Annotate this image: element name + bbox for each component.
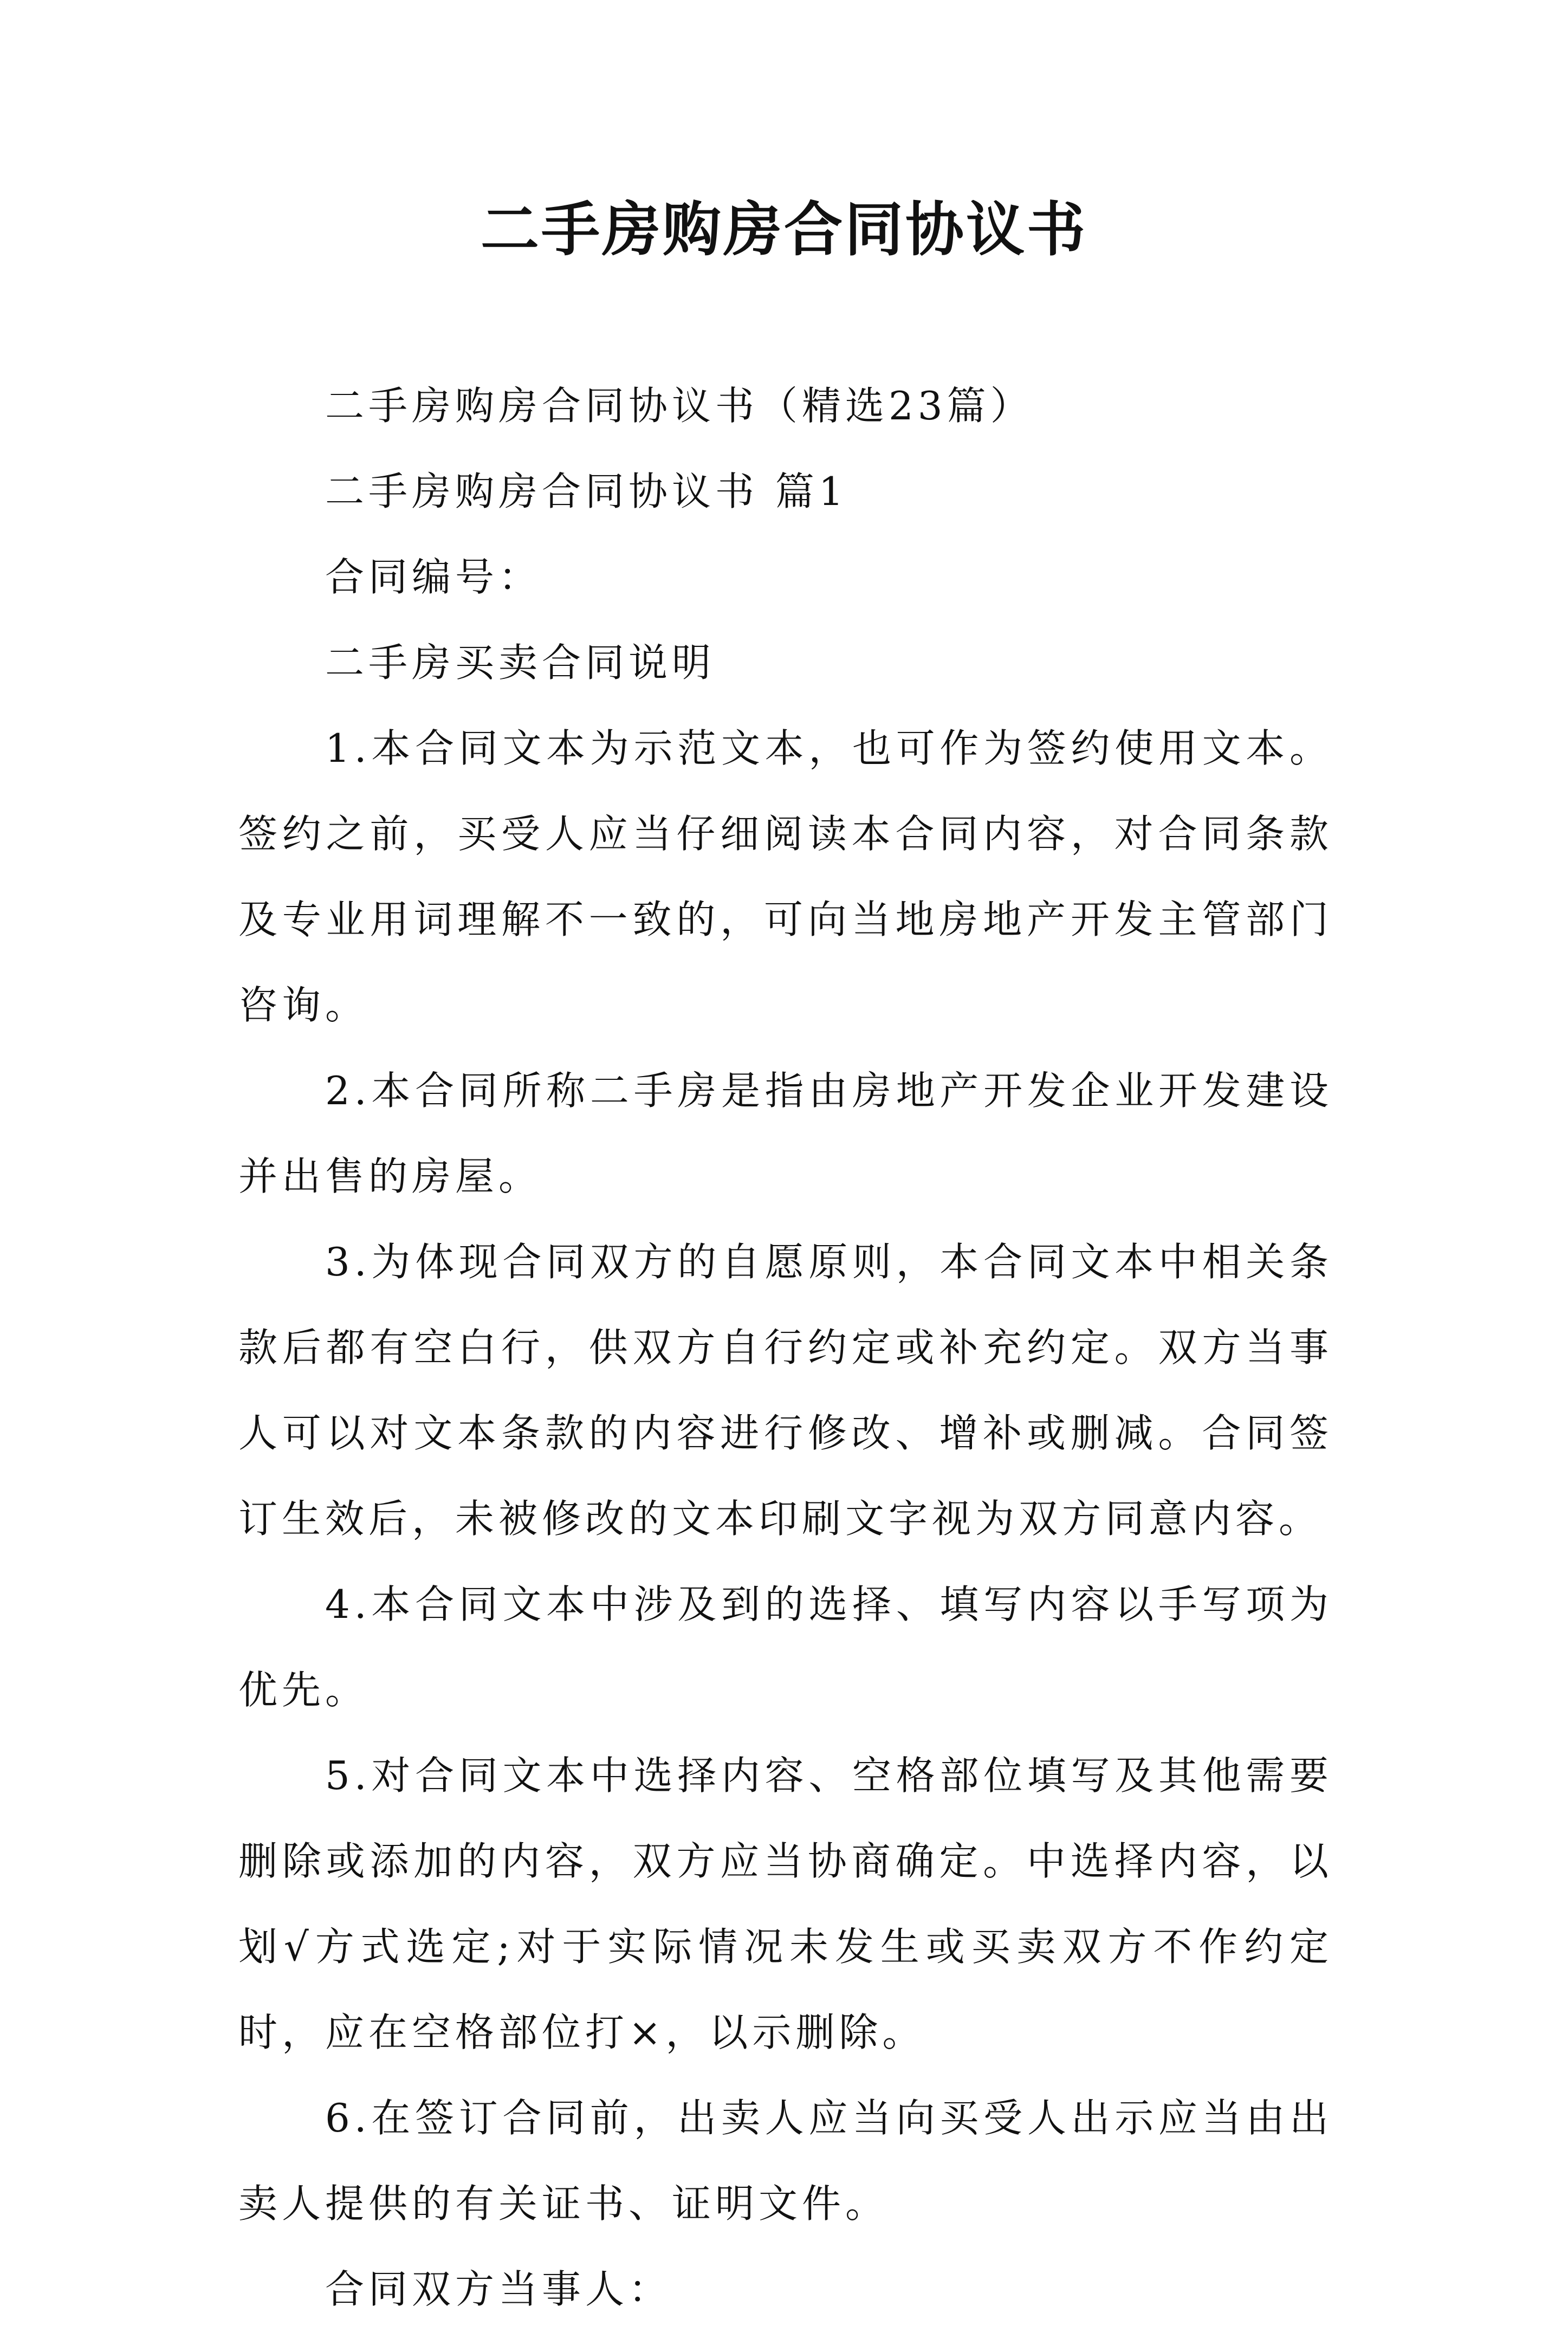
paragraph-contract-number: 合同编号： <box>325 554 542 600</box>
paragraph-clause-2: 2.本合同所称二手房是指由房地产开发企业开发建设并出售的房屋。 <box>238 1068 1333 1199</box>
paragraph-clause-5: 5.对合同文本中选择内容、空格部位填写及其他需要删除或添加的内容，双方应当协商确定。中选择内容，以划√方式选定;对于实际情况未发生或买卖双方不作约定时，应在空格部位打×，以示删除。 <box>238 1753 1333 2055</box>
paragraph-subtitle: 二手房购房合同协议书（精选23篇） <box>325 383 1034 429</box>
paragraph-section-heading: 二手房购房合同协议书 篇1 <box>325 469 848 514</box>
document-body <box>238 363 1333 2332</box>
paragraph-clause-1: 1.本合同文本为示范文本，也可作为签约使用文本。签约之前，买受人应当仔细阅读本合同内容，对合同条款及专业用词理解不一致的，可向当地房地产开发主管部门咨询。 <box>238 725 1333 1028</box>
document-title: 二手房购房合同协议书 <box>480 196 1087 264</box>
paragraph-clause-6: 6.在签订合同前，出卖人应当向买受人出示应当由出卖人提供的有关证书、证明文件。 <box>238 2095 1333 2226</box>
paragraph-instructions-heading: 二手房买卖合同说明 <box>325 640 716 685</box>
paragraph-parties: 合同双方当事人： <box>325 2266 672 2312</box>
paragraph-clause-3: 3.为体现合同双方的自愿原则，本合同文本中相关条款后都有空白行，供双方自行约定或补充约定。双方当事人可以对文本条款的内容进行修改、增补或删减。合同签订生效后，未被修改的文本印刷文字视为双方同意内容。 <box>238 1239 1333 1541</box>
paragraph-clause-4: 4.本合同文本中涉及到的选择、填写内容以手写项为优先。 <box>238 1582 1333 1713</box>
